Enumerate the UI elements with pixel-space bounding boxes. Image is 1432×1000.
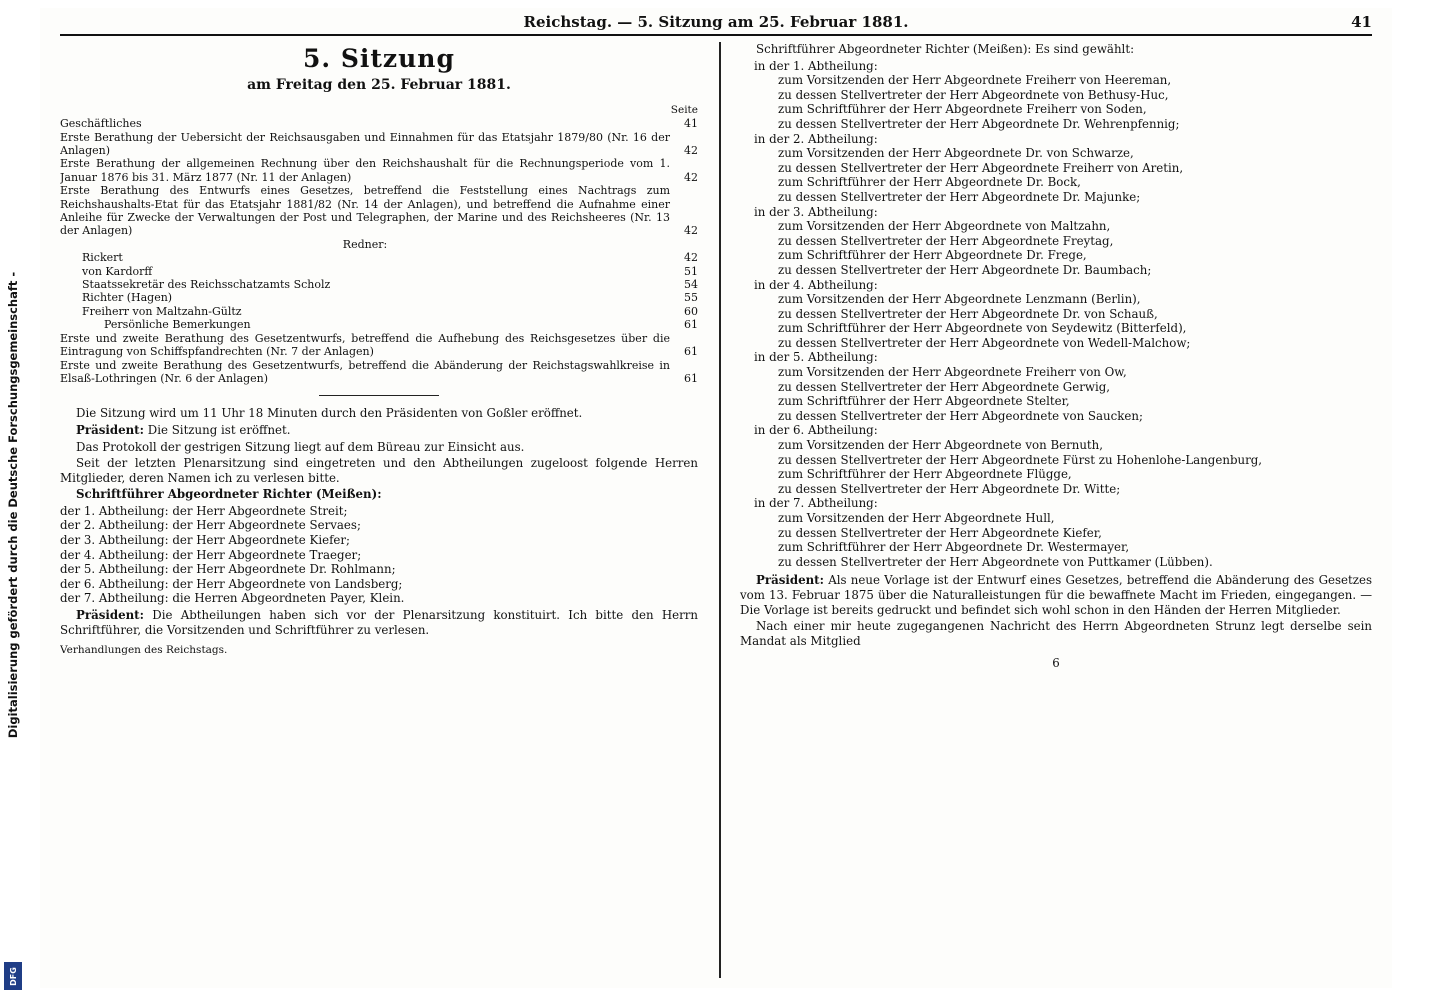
toc-entry-page: 55 <box>684 291 698 305</box>
attribution-strip <box>2 40 24 970</box>
session-title: 5. Sitzung <box>303 44 455 73</box>
assignment-item: der 7. Abtheilung: die Herren Abgeordneten Payer, Klein. <box>60 591 405 606</box>
officer-line: zu dessen Stellvertreter der Herr Abgeordnete Fürst zu Hohenlohe-Langenburg, <box>778 452 1263 467</box>
toc-entry <box>60 332 698 359</box>
speaker-label: Präsident: <box>756 573 824 588</box>
officer-line: zum Schriftführer der Herr Abgeordnete von Seydewitz (Bitterfeld), <box>778 321 1187 336</box>
toc-entry-page: 61 <box>684 318 698 332</box>
president-statement-2 <box>60 608 698 637</box>
toc-entry-text: Erste und zweite Berathung des Gesetzentwurfs, betreffend die Abänderung der Reichstagswahlkreise in Elsaß-Lothringen (Nr. 6 der Anlagen) <box>60 358 670 385</box>
toc-entry-page: 42 <box>684 251 698 265</box>
assignment-item: der 3. Abtheilung: der Herr Abgeordnete Kiefer; <box>60 533 351 548</box>
officer-line: zu dessen Stellvertreter der Herr Abgeordnete von Wedell-Malchow; <box>778 335 1191 350</box>
officer-line: zu dessen Stellvertreter der Herr Abgeordnete Freytag, <box>778 233 1114 248</box>
officer-line: zu dessen Stellvertreter der Herr Abgeordnete Dr. Wehrenpfennig; <box>778 116 1180 131</box>
toc-entry-text: Persönliche Bemerkungen <box>104 318 251 332</box>
officer-line: zum Schriftführer der Herr Abgeordnete Dr. Bock, <box>778 175 1081 190</box>
session-date: am Freitag den 25. Februar 1881. <box>247 77 511 93</box>
officer-line: zum Vorsitzenden der Herr Abgeordnete Dr. von Schwarze, <box>778 146 1134 161</box>
section-heading: in der 2. Abtheilung: <box>754 131 878 146</box>
officer-line: zu dessen Stellvertreter der Herr Abgeordnete Gerwig, <box>778 379 1111 394</box>
left-column <box>60 42 712 978</box>
officer-line: zu dessen Stellvertreter der Herr Abgeordnete von Bethusy-Huc, <box>778 87 1169 102</box>
officer-line: zu dessen Stellvertreter der Herr Abgeordnete Dr. Majunke; <box>778 189 1141 204</box>
president-statement-3 <box>740 573 1372 617</box>
document-page <box>40 8 1392 988</box>
toc-entry-page: 60 <box>684 304 698 318</box>
officer-line: zu dessen Stellvertreter der Herr Abgeordnete Dr. Baumbach; <box>778 262 1152 277</box>
toc-entry-page: 42 <box>684 224 698 238</box>
toc-entry <box>60 184 698 238</box>
speaker-label: Präsident: <box>76 422 144 437</box>
assignment-item: der 1. Abtheilung: der Herr Abgeordnete Streit; <box>60 503 348 518</box>
secretary-intro: Schriftführer Abgeordneter Richter (Meißen): <box>76 487 382 502</box>
running-title: Reichstag. — 5. Sitzung am 25. Februar 1881. <box>523 13 909 31</box>
toc-entry <box>60 251 698 264</box>
toc-entry-page: 42 <box>684 170 698 184</box>
assignment-item: der 2. Abtheilung: der Herr Abgeordnete Servaes; <box>60 518 361 533</box>
toc-entry-text: Richter (Hagen) <box>82 291 173 305</box>
secretary-statement: Schriftführer Abgeordneter Richter (Meißen): Es sind gewählt: <box>756 42 1135 56</box>
officer-line: zu dessen Stellvertreter der Herr Abgeordnete Kiefer, <box>778 525 1102 540</box>
officer-line: zum Vorsitzenden der Herr Abgeordnete Freiherr von Ow, <box>778 365 1127 380</box>
section-heading: in der 6. Abtheilung: <box>754 423 878 438</box>
toc-entry-text: Erste Berathung der Uebersicht der Reichsausgaben und Einnahmen für das Etatsjahr 1879/80 (Nr. 16 der Anlagen) <box>60 130 670 157</box>
footer-reference: Verhandlungen des Reichstags. <box>60 644 228 657</box>
statement-text: Die Sitzung ist eröffnet. <box>147 422 291 437</box>
toc-entry-page: 61 <box>684 345 698 359</box>
toc-entry-page: 41 <box>684 117 698 131</box>
toc-entry-text: Geschäftliches <box>60 117 142 131</box>
toc-entry <box>60 238 698 251</box>
section-heading: in der 1. Abtheilung: <box>754 58 878 73</box>
officer-line: zum Schriftführer der Herr Abgeordnete Flügge, <box>778 467 1072 482</box>
attribution-text: Digitalisierung gefördert durch die Deutsche Forschungsgemeinschaft - <box>6 271 20 739</box>
assignment-item: der 5. Abtheilung: der Herr Abgeordnete Dr. Rohlmann; <box>60 562 396 577</box>
section-heading: in der 7. Abtheilung: <box>754 496 878 511</box>
toc-entry <box>60 157 698 184</box>
toc-entry-text: Erste Berathung der allgemeinen Rechnung über den Reichshaushalt für die Rechnungsperiode vom 1. Januar 1876 bis 31. März 1877 (Nr. 11 der Anlagen) <box>60 157 670 184</box>
signature-number: 6 <box>1052 656 1060 671</box>
right-column <box>726 42 1372 978</box>
toc-entry-text: Erste Berathung des Entwurfs eines Gesetzes, betreffend die Feststellung eines Nachtrags zum Reichshaushalts-Etat für das Etatsjahr 1881/82 (Nr. 14 der Anlagen), und betreffend die Aufnahme einer Anleihe für Zwecke der Verwaltungen der Post und Telegraphen, der Marine und des Reichsheeres (Nr. 13 der Anlagen) <box>60 184 670 238</box>
opening-paragraph: Die Sitzung wird um 11 Uhr 18 Minuten durch den Präsidenten von Goßler eröffnet. <box>76 406 583 421</box>
toc-header <box>60 103 698 118</box>
toc-entry-page: 51 <box>684 264 698 278</box>
officer-line: zum Vorsitzenden der Herr Abgeordnete von Maltzahn, <box>778 219 1111 234</box>
toc-entry-text: Rickert <box>82 251 123 265</box>
dfg-logo-text: DFG <box>8 966 18 986</box>
toc-entry-page: 61 <box>684 371 698 385</box>
toc-entry <box>60 318 698 331</box>
section-heading: in der 3. Abtheilung: <box>754 204 878 219</box>
column-divider <box>719 42 721 978</box>
statement-text: Die Abtheilungen haben sich vor der Plenarsitzung konstituirt. Ich bitte den Herrn Schriftführer, die Vorsitzenden und Schriftführer zu verlesen. <box>60 608 698 637</box>
toc-entry <box>60 291 698 304</box>
page-header <box>60 12 1372 36</box>
officer-line: zum Vorsitzenden der Herr Abgeordnete von Bernuth, <box>778 438 1104 453</box>
officer-line: zum Schriftführer der Herr Abgeordnete Dr. Westermayer, <box>778 540 1130 555</box>
toc-entry-page: 42 <box>684 144 698 157</box>
president-statement-1 <box>60 423 698 438</box>
toc-entry <box>60 305 698 318</box>
officer-line: zum Schriftführer der Herr Abgeordnete Dr. Frege, <box>778 248 1087 263</box>
officer-line: zu dessen Stellvertreter der Herr Abgeordnete von Puttkamer (Lübben). <box>778 554 1213 569</box>
toc-entry <box>60 117 698 130</box>
assignment-list <box>60 504 698 606</box>
mandate-paragraph: Nach einer mir heute zugegangenen Nachricht des Herrn Abgeordneten Strunz legt derselbe sein Mandat als Mitglied <box>740 619 1372 648</box>
toc-entry-text: Freiherr von Maltzahn-Gültz <box>82 304 242 318</box>
toc-entry-text: Staatssekretär des Reichsschatzamts Scholz <box>82 278 331 292</box>
protocol-paragraph: Das Protokoll der gestrigen Sitzung liegt auf dem Büreau zur Einsicht aus. <box>76 439 525 454</box>
toc-entry-text: von Kardorff <box>82 264 153 278</box>
toc-entry <box>60 265 698 278</box>
statement-text: Als neue Vorlage ist der Entwurf eines Gesetzes, betreffend die Abänderung des Gesetzes vom 13. Februar 1875 über die Naturalleistungen für die bewaffnete Macht im Frieden, eingegangen. — Die Vorlage ist bereits gedruckt und befindet sich wohl schon in den Händen der Herren Mitglieder. <box>740 573 1372 617</box>
assignment-item: der 6. Abtheilung: der Herr Abgeordnete von Landsberg; <box>60 576 403 591</box>
toc-entry-text: Erste und zweite Berathung des Gesetzentwurfs, betreffend die Aufhebung des Reichsgesetzes über die Eintragung von Schiffspfandrechten (Nr. 7 der Anlagen) <box>60 331 670 359</box>
toc-entry <box>60 131 698 158</box>
section-divider <box>319 395 439 396</box>
section-heading: in der 4. Abtheilung: <box>754 277 878 292</box>
page-number: 41 <box>1351 13 1372 31</box>
officer-line: zu dessen Stellvertreter der Herr Abgeordnete Dr. Witte; <box>778 481 1121 496</box>
officer-line: zu dessen Stellvertreter der Herr Abgeordnete von Saucken; <box>778 408 1143 423</box>
toc-entry-page: 54 <box>684 278 698 292</box>
new-members-paragraph: Seit der letzten Plenarsitzung sind eingetreten und den Abtheilungen zugeloost folgende Herren Mitglieder, deren Namen ich zu verlesen bitte. <box>60 456 698 485</box>
officer-line: zum Schriftführer der Herr Abgeordnete Freiherr von Soden, <box>778 102 1147 117</box>
officer-line: zum Vorsitzenden der Herr Abgeordnete Hull, <box>778 511 1055 525</box>
speaker-label: Präsident: <box>76 608 144 623</box>
dfg-logo <box>4 962 22 990</box>
toc-entry <box>60 359 698 386</box>
assignment-item: der 4. Abtheilung: der Herr Abgeordnete Traeger; <box>60 547 362 562</box>
officer-line: zum Schriftführer der Herr Abgeordnete Stelter, <box>778 394 1070 409</box>
toc-entry-text: Redner: <box>342 237 388 251</box>
officer-line: zu dessen Stellvertreter der Herr Abgeordnete Freiherr von Aretin, <box>778 160 1184 175</box>
section-heading: in der 5. Abtheilung: <box>754 350 878 365</box>
officer-line: zum Vorsitzenden der Herr Abgeordnete Lenzmann (Berlin), <box>778 292 1141 307</box>
table-of-contents <box>60 117 698 385</box>
toc-page-label: Seite <box>670 103 698 116</box>
officer-line: zu dessen Stellvertreter der Herr Abgeordnete Dr. von Schauß, <box>778 306 1158 321</box>
elected-officers <box>740 59 1372 570</box>
officer-line: zum Vorsitzenden der Herr Abgeordnete Freiherr von Heereman, <box>778 73 1172 88</box>
toc-entry <box>60 278 698 291</box>
